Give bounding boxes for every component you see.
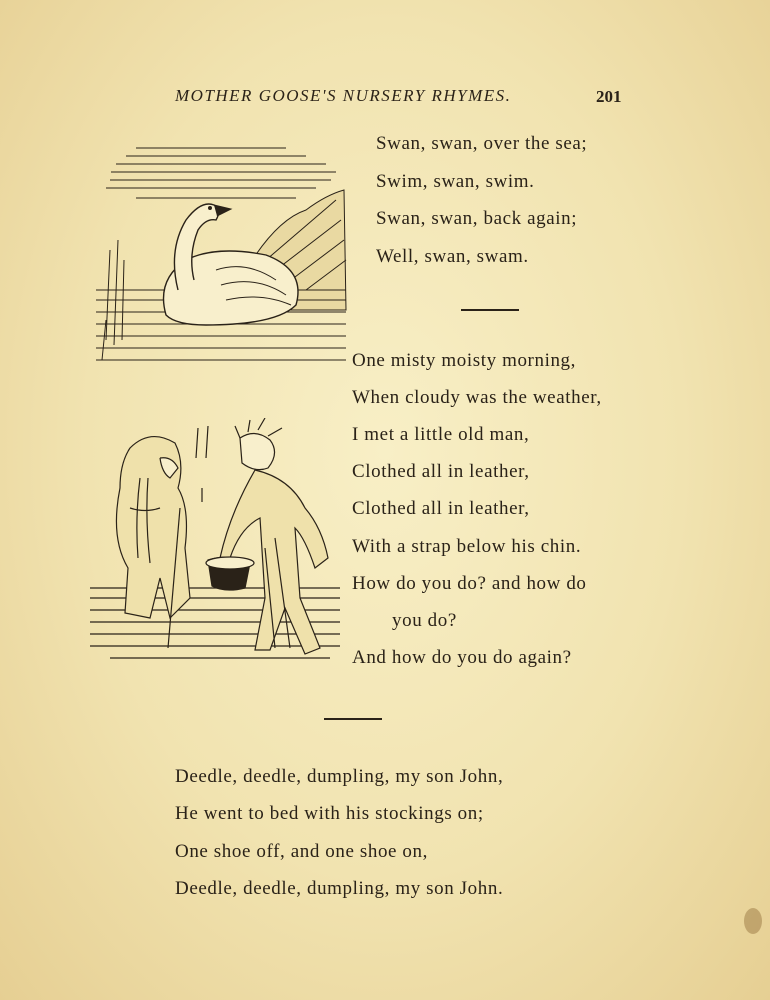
verse-line: Clothed all in leather, xyxy=(352,498,530,519)
verse-line: One shoe off, and one shoe on, xyxy=(175,841,428,862)
verse-line: Clothed all in leather, xyxy=(352,461,530,482)
verse-line: Deedle, deedle, dumpling, my son John. xyxy=(175,878,504,899)
section-divider xyxy=(461,309,519,311)
verse-line: One misty moisty morning, xyxy=(352,350,576,371)
section-divider xyxy=(324,718,382,720)
verse-line: Well, swan, swam. xyxy=(376,246,529,267)
verse-line: With a strap below his chin. xyxy=(352,536,582,557)
header-title: MOTHER GOOSE'S NURSERY RHYMES. xyxy=(175,86,512,105)
verse-line: How do you do? and how do xyxy=(352,573,587,594)
verse-line: Swan, swan, over the sea; xyxy=(376,133,588,154)
men-illustration xyxy=(90,418,340,666)
verse-line: I met a little old man, xyxy=(352,424,530,445)
verse-line: And how do you do again? xyxy=(352,647,572,668)
verse-line: When cloudy was the weather, xyxy=(352,387,602,408)
verse-line: Swan, swan, back again; xyxy=(376,208,578,229)
verse-line: Swim, swan, swim. xyxy=(376,171,535,192)
verse-line: Deedle, deedle, dumpling, my son John, xyxy=(175,766,504,787)
page-number: 201 xyxy=(596,87,622,106)
verse-line: He went to bed with his stockings on; xyxy=(175,803,484,824)
swan-illustration xyxy=(96,140,348,376)
verse-line: you do? xyxy=(392,610,457,631)
paper-stain xyxy=(744,908,762,934)
